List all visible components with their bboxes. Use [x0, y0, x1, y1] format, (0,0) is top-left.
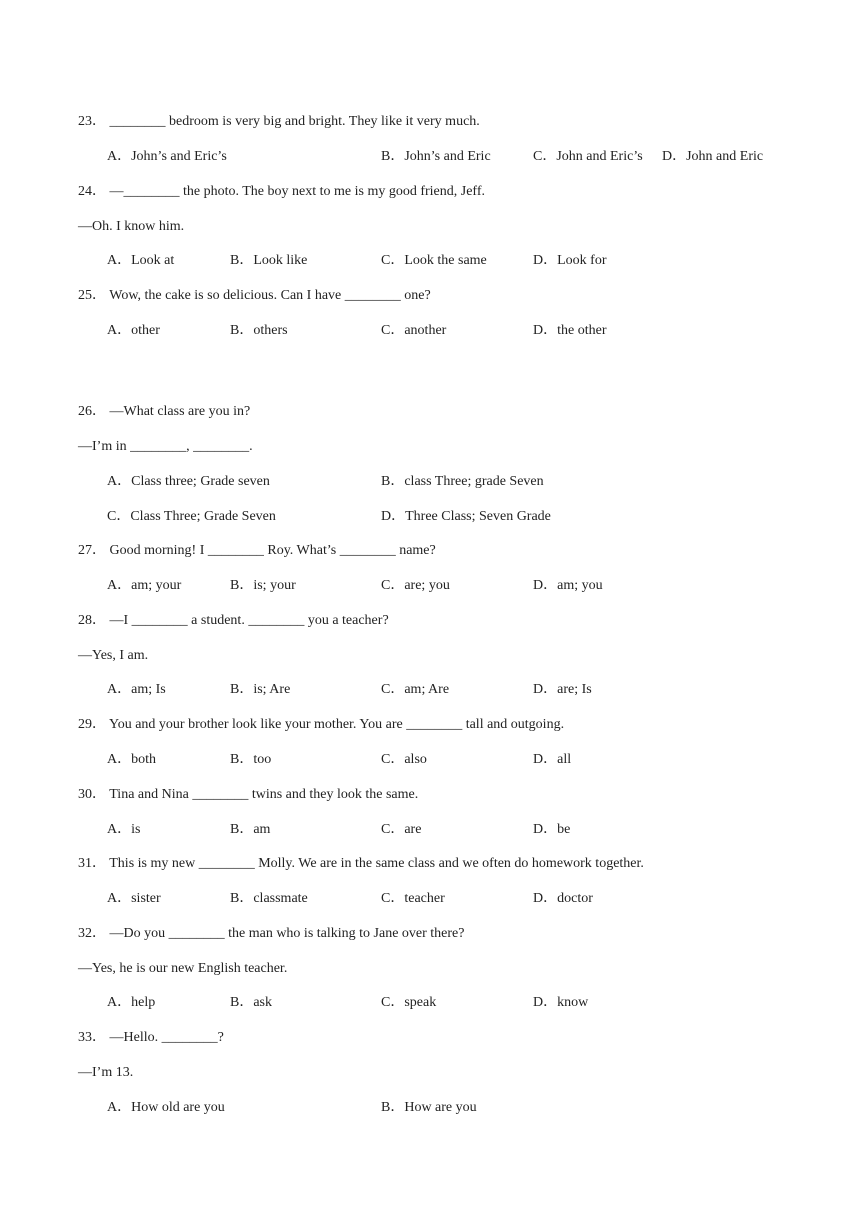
question-27-option-a[interactable]: A．am; your [107, 578, 182, 593]
question-23-option-b[interactable]: B．John’s and Eric [381, 149, 491, 164]
question-31-option-c[interactable]: C．teacher [381, 891, 445, 906]
question-24-option-c[interactable]: C．Look the same [381, 253, 487, 268]
question-33-option-b[interactable]: B．How are you [381, 1100, 477, 1115]
question-30-stem: 30． Tina and Nina ________ twins and they look the same. [78, 787, 419, 802]
question-31-option-b[interactable]: B．classmate [230, 891, 308, 906]
question-24-stem: 24． —________ the photo. The boy next to me is my good friend, Jeff. [78, 184, 485, 199]
question-28-option-a[interactable]: A．am; Is [107, 682, 166, 697]
question-24-option-d[interactable]: D．Look for [533, 253, 607, 268]
question-24-option-b[interactable]: B．Look like [230, 253, 308, 268]
question-24-option-a[interactable]: A．Look at [107, 253, 175, 268]
question-27-option-b[interactable]: B．is; your [230, 578, 296, 593]
question-24-reply: —Oh. I know him. [78, 219, 185, 234]
question-27-option-d[interactable]: D．am; you [533, 578, 603, 593]
question-26-option-c[interactable]: C．Class Three; Grade Seven [107, 509, 276, 524]
question-33-reply: —I’m 13. [78, 1065, 134, 1080]
question-23-option-c[interactable]: C．John and Eric’s [533, 149, 643, 164]
question-26-option-d[interactable]: D．Three Class; Seven Grade [381, 509, 551, 524]
question-32-reply: —Yes, he is our new English teacher. [78, 961, 288, 976]
question-25-option-b[interactable]: B．others [230, 323, 288, 338]
question-25-option-a[interactable]: A．other [107, 323, 160, 338]
question-29-option-b[interactable]: B．too [230, 752, 272, 767]
question-28-option-d[interactable]: D．are; Is [533, 682, 592, 697]
question-28-reply: —Yes, I am. [78, 648, 149, 663]
question-23-option-d[interactable]: D．John and Eric [662, 149, 764, 164]
question-32-option-c[interactable]: C．speak [381, 995, 437, 1010]
question-30-option-b[interactable]: B．am [230, 822, 271, 837]
question-29-option-a[interactable]: A．both [107, 752, 156, 767]
question-31-option-d[interactable]: D．doctor [533, 891, 593, 906]
question-32-option-a[interactable]: A．help [107, 995, 156, 1010]
question-29-option-d[interactable]: D．all [533, 752, 572, 767]
question-31-option-a[interactable]: A．sister [107, 891, 161, 906]
question-32-option-b[interactable]: B．ask [230, 995, 272, 1010]
question-26-option-b[interactable]: B．class Three; grade Seven [381, 474, 544, 489]
question-33-option-a[interactable]: A．How old are you [107, 1100, 225, 1115]
question-26-stem: 26． —What class are you in? [78, 404, 251, 419]
question-23-stem: 23． ________ bedroom is very big and bright. They like it very much. [78, 114, 480, 129]
question-25-option-c[interactable]: C．another [381, 323, 447, 338]
question-32-option-d[interactable]: D．know [533, 995, 589, 1010]
question-25-option-d[interactable]: D．the other [533, 323, 607, 338]
question-27-stem: 27． Good morning! I ________ Roy. What’s ________ name? [78, 543, 436, 558]
question-28-option-c[interactable]: C．am; Are [381, 682, 450, 697]
question-29-stem: 29． You and your brother look like your mother. You are ________ tall and outgoing. [78, 717, 565, 732]
question-30-option-a[interactable]: A．is [107, 822, 141, 837]
question-27-option-c[interactable]: C．are; you [381, 578, 450, 593]
question-26-option-a[interactable]: A．Class three; Grade seven [107, 474, 270, 489]
question-28-stem: 28． —I ________ a student. ________ you a teacher? [78, 613, 389, 628]
question-33-stem: 33． —Hello. ________? [78, 1030, 224, 1045]
question-30-option-c[interactable]: C．are [381, 822, 422, 837]
question-31-stem: 31． This is my new ________ Molly. We are in the same class and we often do homework together. [78, 856, 644, 871]
question-29-option-c[interactable]: C．also [381, 752, 427, 767]
question-32-stem: 32． —Do you ________ the man who is talking to Jane over there? [78, 926, 465, 941]
question-30-option-d[interactable]: D．be [533, 822, 571, 837]
question-28-option-b[interactable]: B．is; Are [230, 682, 291, 697]
question-26-reply: —I’m in ________, ________. [78, 439, 253, 454]
question-23-option-a[interactable]: A．John’s and Eric’s [107, 149, 227, 164]
question-25-stem: 25． Wow, the cake is so delicious. Can I have ________ one? [78, 288, 431, 303]
